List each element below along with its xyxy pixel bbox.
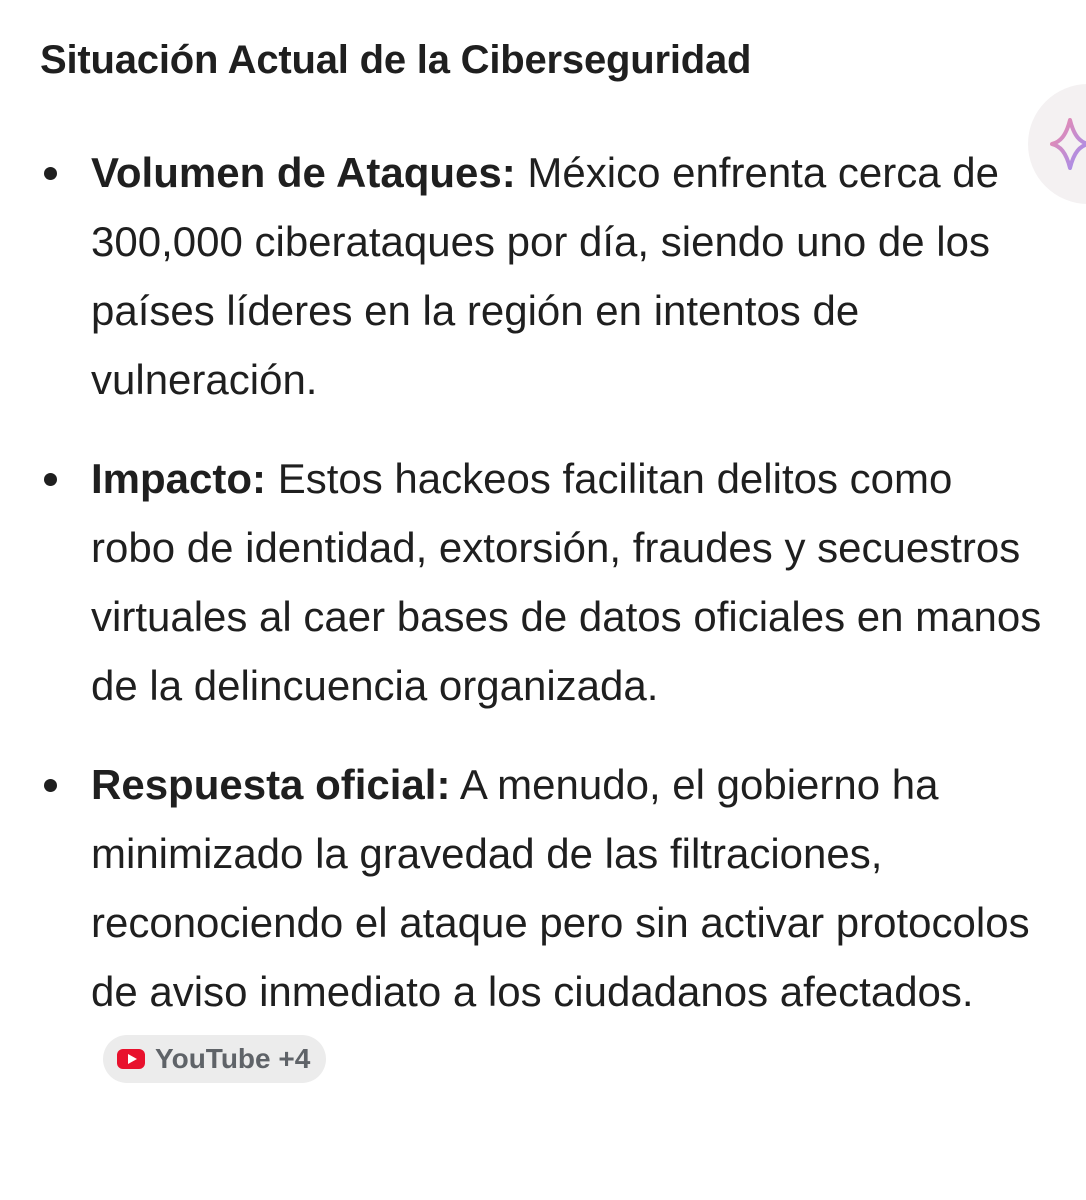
bullet-dot xyxy=(44,779,57,792)
list-item-text: México enfrenta cerca de 300,000 ciberataques por día, siendo uno de los países líderes en la región en intentos de vulneración. xyxy=(91,149,999,403)
list-item-title: Impacto: xyxy=(91,455,267,502)
section-heading: Situación Actual de la Ciberseguridad xyxy=(40,38,752,82)
list-item xyxy=(0,444,1086,720)
source-chip[interactable] xyxy=(103,1035,326,1083)
bullet-list xyxy=(0,138,1086,1125)
bullet-dot xyxy=(44,167,57,180)
list-item-text: A menudo, el gobierno ha minimizado la gravedad de las filtraciones, reconociendo el ataque pero sin activar protocolos de aviso inmediato a los ciudadanos afectados. xyxy=(91,761,1030,1015)
list-item-title: Respuesta oficial: xyxy=(91,761,451,808)
list-item xyxy=(0,138,1086,414)
list-item-text: Estos hackeos facilitan delitos como robo de identidad, extorsión, fraudes y secuestros virtuales al caer bases de datos oficiales en manos de la delincuencia organizada. xyxy=(91,455,1042,709)
source-chip-label: YouTube +4 xyxy=(155,1043,311,1074)
bullet-dot xyxy=(44,473,57,486)
youtube-icon xyxy=(117,1049,145,1069)
list-item-title: Volumen de Ataques: xyxy=(91,149,516,196)
list-item xyxy=(0,750,1086,1095)
